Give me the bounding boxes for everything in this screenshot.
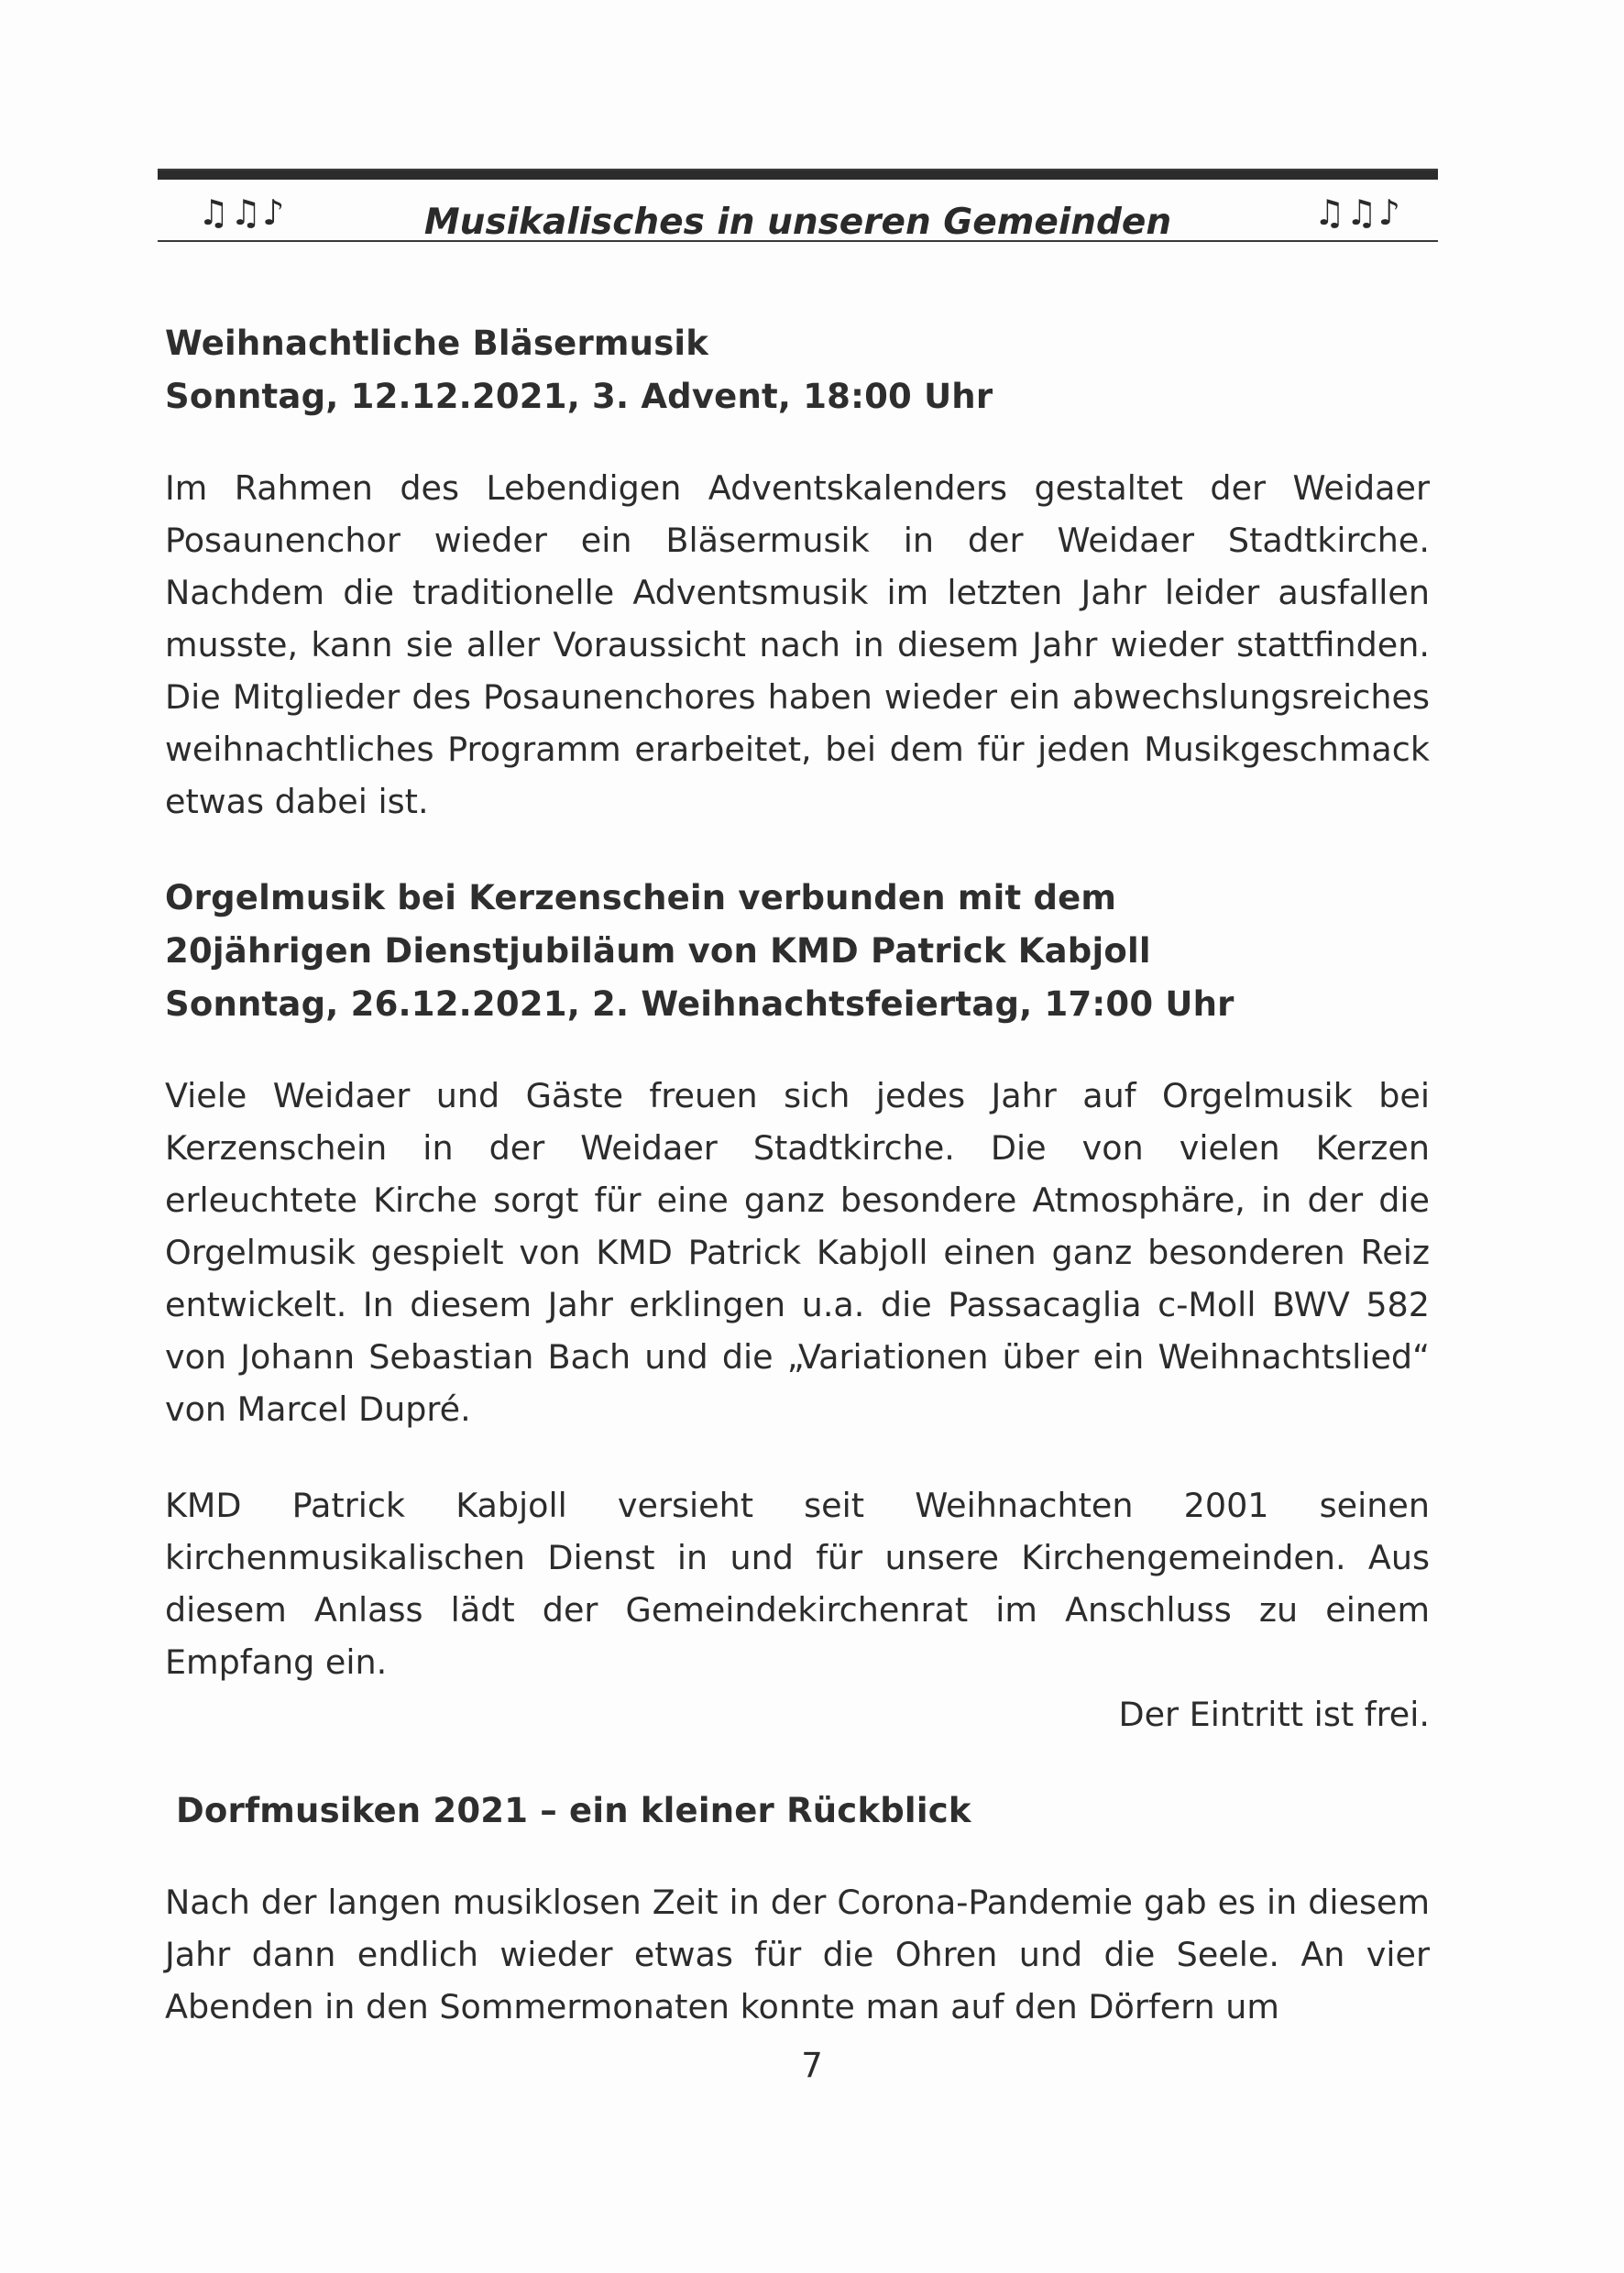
- section-date: Sonntag, 12.12.2021, 3. Advent, 18:00 Uhr: [165, 377, 993, 416]
- section-blaesermusik: [165, 317, 1430, 828]
- section-paragraph: KMD Patrick Kabjoll versieht seit Weihnachten 2001 seinen kirchenmusikalischen Dienst in und für unsere Kirchengemeinden. Aus diesem Anlass lädt der Gemeindekirchenrat im Anschluss zu einem Empfang ein.: [165, 1486, 1430, 1682]
- section-dorfmusiken: [165, 1784, 1430, 1838]
- section-paragraph: Nach der langen musiklosen Zeit in der Corona-Pandemie gab es in diesem Jahr dann endlich wieder etwas für die Ohren und die Seele. An vier Abenden in den Sommermonaten konnte man auf den Dörfern um: [165, 1883, 1430, 2026]
- section-heading: 20jährigen Dienstjubiläum von KMD Patrick Kabjoll: [165, 931, 1151, 971]
- page-number: 7: [801, 2046, 823, 2085]
- section-paragraph: Im Rahmen des Lebendigen Adventskalenders gestaltet der Weidaer Posaunenchor wieder ein Bläsermusik in der Weidaer Stadtkirche. Nachdem die traditionelle Adventsmusik im letzten Jahr leider ausfallen musste, kann sie aller Voraussicht nach in diesem Jahr wieder stattfinden. Die Mitglieder des Posaunenchores haben wieder ein abwechslungsreiches weihnachtliches Programm erarbeitet, bei dem für jeden Musikgeschmack etwas dabei ist.: [165, 468, 1430, 821]
- music-notes-icon: ♫♫♪: [198, 192, 286, 233]
- section-heading: Weihnachtliche Bläsermusik: [165, 324, 709, 363]
- admission-note: Der Eintritt ist frei.: [1118, 1695, 1430, 1734]
- page-content: [165, 317, 1430, 2033]
- header-top-rule: [158, 169, 1438, 180]
- music-notes-icon: ♫♫♪: [1313, 192, 1401, 233]
- page-header: [158, 169, 1438, 242]
- section-date: Sonntag, 26.12.2021, 2. Weihnachtsfeiertag, 17:00 Uhr: [165, 984, 1234, 1024]
- header-row: [158, 180, 1438, 243]
- section-orgelmusik: [165, 872, 1430, 1740]
- header-title: Musikalisches in unseren Gemeinden: [423, 202, 1172, 243]
- section-heading: Dorfmusiken 2021 – ein kleiner Rückblick: [176, 1791, 971, 1830]
- section-heading: Orgelmusik bei Kerzenschein verbunden mit dem: [165, 878, 1117, 917]
- section-paragraph: Viele Weidaer und Gäste freuen sich jedes Jahr auf Orgelmusik bei Kerzenschein in der Weidaer Stadtkirche. Die von vielen Kerzen erleuchtete Kirche sorgt für eine ganz besondere Atmosphäre, in der die Orgelmusik gespielt von KMD Patrick Kabjoll einen ganz besonderen Reiz entwickelt. In diesem Jahr erklingen u.a. die Passacaglia c-Moll BWV 582 von Johann Sebastian Bach und die „Variationen über ein Weihnachtslied“ von Marcel Dupré.: [165, 1076, 1430, 1429]
